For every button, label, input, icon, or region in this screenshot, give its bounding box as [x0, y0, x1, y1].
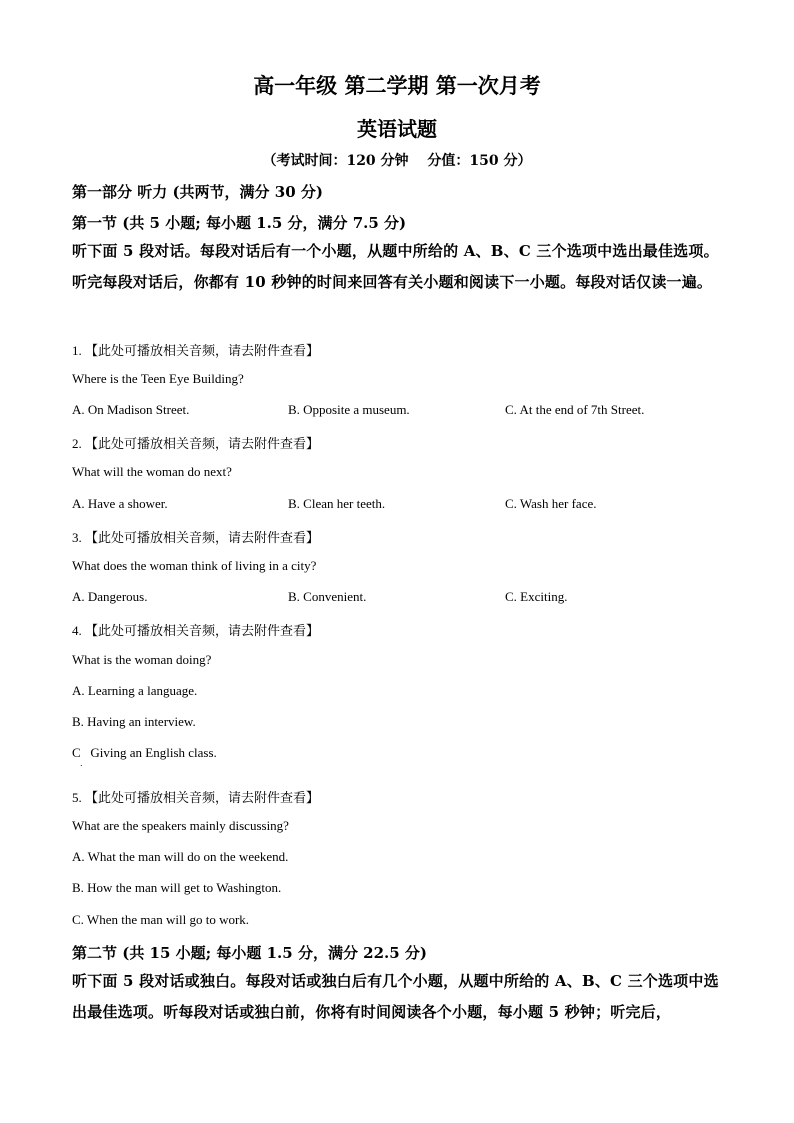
question-2-audio[interactable]: 2. 【此处可播放相关音频，请去附件查看】: [72, 436, 320, 451]
exam-info: （考试时间：120 分钟 分值：150 分）: [262, 153, 532, 169]
question-2-stem: What will the woman do next?: [72, 464, 232, 479]
question-1-option-c[interactable]: C. At the end of 7th Street.: [505, 402, 645, 417]
exam-subject: 英语试题: [357, 117, 437, 141]
question-4-option-a[interactable]: A. Learning a language.: [72, 683, 198, 698]
question-5-option-c[interactable]: C. When the man will go to work.: [72, 912, 250, 927]
exam-title: 高一年级 第二学期 第一次月考: [253, 73, 541, 98]
question-3-audio[interactable]: 3. 【此处可播放相关音频，请去附件查看】: [72, 530, 320, 545]
section2-heading: 第二节 (共 15 小题; 每小题 1.5 分，满分 22.5 分): [72, 944, 428, 962]
question-2-option-c[interactable]: C. Wash her face.: [505, 496, 597, 511]
question-3-option-a[interactable]: A. Dangerous.: [72, 589, 148, 604]
question-5-audio[interactable]: 5. 【此处可播放相关音频，请去附件查看】: [72, 790, 320, 805]
question-1-audio[interactable]: 1. 【此处可播放相关音频，请去附件查看】: [72, 343, 320, 358]
question-5-option-b[interactable]: B. How the man will get to Washington.: [72, 880, 282, 895]
question-3-stem: What does the woman think of living in a city?: [72, 558, 317, 573]
question-4-option-c[interactable]: C Giving an English class.: [72, 745, 217, 760]
question-2-option-a[interactable]: A. Have a shower.: [72, 496, 168, 511]
stray-dot-mark: .: [80, 759, 83, 768]
section2-instructions: 听下面 5 段对话或独白。每段对话或独白后有几个小题，从题中所给的 A、B、C 三个选项中选出最佳选项。听每段对话或独白前，你将有时间阅读各个小题，每小题 5 秒钟；听完后，: [72, 972, 719, 1021]
question-3-option-c[interactable]: C. Exciting.: [505, 589, 568, 604]
question-4-stem: What is the woman doing?: [72, 652, 212, 667]
section1-heading: 第一节 (共 5 小题; 每小题 1.5 分，满分 7.5 分): [72, 214, 407, 232]
question-5-option-a[interactable]: A. What the man will do on the weekend.: [72, 849, 289, 864]
question-5-stem: What are the speakers mainly discussing?: [72, 818, 289, 833]
question-1-option-b[interactable]: B. Opposite a museum.: [288, 402, 410, 417]
question-4-audio[interactable]: 4. 【此处可播放相关音频，请去附件查看】: [72, 623, 320, 638]
question-4-option-b[interactable]: B. Having an interview.: [72, 714, 196, 729]
question-2-option-b[interactable]: B. Clean her teeth.: [288, 496, 386, 511]
question-3-option-b[interactable]: B. Convenient.: [288, 589, 367, 604]
question-1-stem: Where is the Teen Eye Building?: [72, 371, 244, 386]
question-1-option-a[interactable]: A. On Madison Street.: [72, 402, 190, 417]
part1-heading: 第一部分 听力 (共两节，满分 30 分): [72, 183, 323, 201]
section1-instructions: 听下面 5 段对话。每段对话后有一个小题，从题中所给的 A、B、C 三个选项中选出最佳选项。听完每段对话后，你都有 10 秒钟的时间来回答有关小题和阅读下一小题。每段对话仅读一遍。: [72, 242, 719, 291]
